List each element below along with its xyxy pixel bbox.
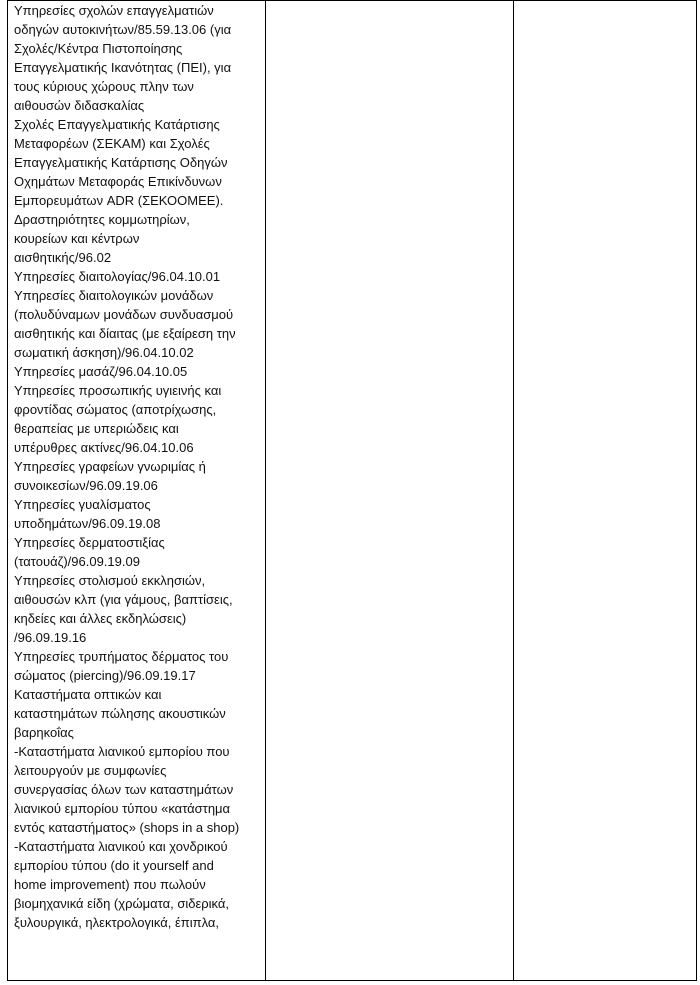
activity-text-line: λειτουργούν με συμφωνίες — [14, 763, 167, 778]
activity-text-line: βαρηκοΐας — [14, 725, 74, 740]
activity-text-line: Υπηρεσίες δερματοστιξίας — [14, 535, 165, 550]
activity-text-line: συνοικεσίων/96.09.19.06 — [14, 478, 158, 493]
empty-cell-column-3 — [514, 1, 697, 981]
activity-text-line: Επαγγελματικής Ικανότητας (ΠΕΙ), για — [14, 60, 232, 75]
list-item — [14, 571, 265, 647]
list-item — [14, 286, 265, 362]
activity-text-line: Υπηρεσίες μασάζ/96.04.10.05 — [14, 364, 188, 379]
activity-text-line: Σχολές Επαγγελματικής Κατάρτισης — [14, 117, 220, 132]
list-item — [14, 837, 265, 932]
empty-cell-column-2 — [266, 1, 514, 981]
list-item — [14, 362, 265, 381]
activity-text-line: Οχημάτων Μεταφοράς Επικίνδυνων — [14, 174, 222, 189]
list-item — [14, 742, 265, 837]
list-item — [14, 533, 265, 571]
activity-text-line: κουρείων και κέντρων — [14, 231, 140, 246]
activity-text-line: αισθητικής και δίαιτας (με εξαίρεση την — [14, 326, 236, 341]
activity-text-line: ξυλουργικά, ηλεκτρολογικά, έπιπλα, — [14, 915, 220, 930]
activity-text-line: υπέρυθρες ακτίνες/96.04.10.06 — [14, 440, 194, 455]
activity-text-line: εμπορίου τύπου (do it yourself and — [14, 858, 214, 873]
activity-text-line: (πολυδύναμων μονάδων συνδυασμού — [14, 307, 234, 322]
activity-text-line: σώματος (piercing)/96.09.19.17 — [14, 668, 196, 683]
activities-cell — [8, 1, 266, 981]
activity-text-line: αιθουσών κλπ (για γάμους, βαπτίσεις, — [14, 592, 233, 607]
activity-text-line: λιανικού εμπορίου τύπου «κατάστημα — [14, 801, 231, 816]
activity-text-line: καταστημάτων πώλησης ακουστικών — [14, 706, 226, 721]
activity-text-line: /96.09.19.16 — [14, 630, 87, 645]
activity-text-line: Υπηρεσίες προσωπικής υγιεινής και — [14, 383, 222, 398]
activity-text-line: φροντίδας σώματος (αποτρίχωσης, — [14, 402, 217, 417]
activity-text-line: θεραπείας με υπεριώδεις και — [14, 421, 179, 436]
list-item — [14, 495, 265, 533]
activity-text-line: Δραστηριότητες κομμωτηρίων, — [14, 212, 190, 227]
activity-text-line: Υπηρεσίες διαιτολογίας/96.04.10.01 — [14, 269, 221, 284]
activity-text-line: Υπηρεσίες γραφείων γνωριμίας ή — [14, 459, 206, 474]
activity-text-line: εντός καταστήματος» (shops in a shop) — [14, 820, 240, 835]
activity-text-line: συνεργασίας όλων των καταστημάτων — [14, 782, 234, 797]
activity-text-line: Υπηρεσίες στολισμού εκκλησιών, — [14, 573, 206, 588]
activity-text-line: αιθουσών διδασκαλίας — [14, 98, 145, 113]
activity-text-line: βιομηχανικά είδη (χρώματα, σιδερικά, — [14, 896, 230, 911]
activities-table — [7, 0, 697, 981]
activity-text-line: (τατουάζ)/96.09.19.09 — [14, 554, 140, 569]
list-item — [14, 115, 265, 210]
activity-text-line: τους κύριους χώρους πλην των — [14, 79, 194, 94]
list-item — [14, 267, 265, 286]
activity-text-line: σωματική άσκηση)/96.04.10.02 — [14, 345, 194, 360]
activity-text-line: Σχολές/Κέντρα Πιστοποίησης — [14, 41, 183, 56]
activity-text-line: αισθητικής/96.02 — [14, 250, 112, 265]
activity-text-line: Υπηρεσίες γυαλίσματος — [14, 497, 151, 512]
table-row — [8, 1, 697, 981]
activity-text-line: Καταστήματα οπτικών και — [14, 687, 162, 702]
list-item — [14, 685, 265, 742]
activity-text-line: Υπηρεσίες τρυπήματος δέρματος του — [14, 649, 229, 664]
activity-text-line: home improvement) που πωλούν — [14, 877, 206, 892]
activity-text-line: Υπηρεσίες σχολών επαγγελματιών — [14, 3, 214, 18]
activity-text-line: κηδείες και άλλες εκδηλώσεις) — [14, 611, 187, 626]
activity-text-line: -Καταστήματα λιανικού εμπορίου που — [14, 744, 230, 759]
activity-text-line: -Καταστήματα λιανικού και χονδρικού — [14, 839, 228, 854]
list-item — [14, 647, 265, 685]
activity-text-line: υποδημάτων/96.09.19.08 — [14, 516, 161, 531]
list-item — [14, 1, 265, 115]
activity-list — [8, 1, 265, 932]
list-item — [14, 457, 265, 495]
activity-text-line: οδηγών αυτοκινήτων/85.59.13.06 (για — [14, 22, 232, 37]
activity-text-line: Επαγγελματικής Κατάρτισης Οδηγών — [14, 155, 228, 170]
activity-text-line: Υπηρεσίες διαιτολογικών μονάδων — [14, 288, 214, 303]
activity-text-line: Μεταφορέων (ΣΕΚΑΜ) και Σχολές — [14, 136, 210, 151]
activity-text-line: Εμπορευμάτων ADR (ΣΕΚΟΟΜΕΕ). — [14, 193, 224, 208]
list-item — [14, 381, 265, 457]
list-item — [14, 210, 265, 267]
